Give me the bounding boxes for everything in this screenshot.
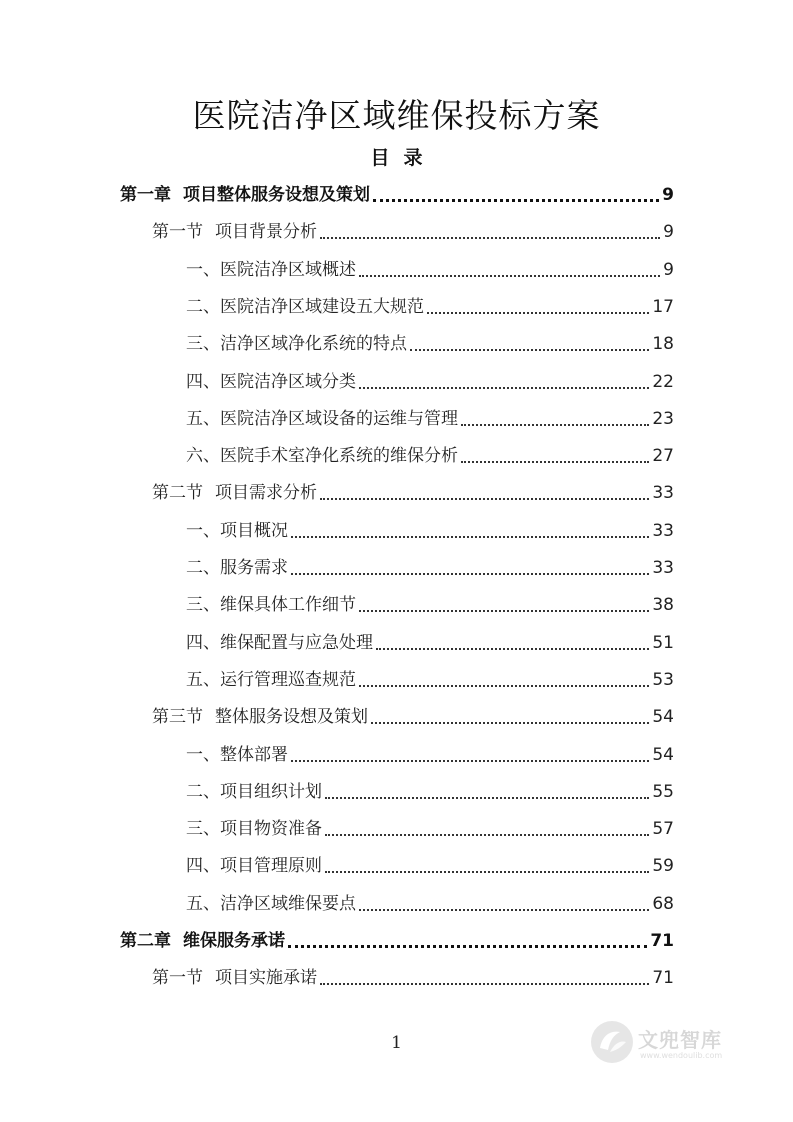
toc-entry-label <box>186 744 288 766</box>
toc-entry-page: 9 <box>663 259 674 280</box>
toc-entry-label <box>120 930 285 952</box>
toc-entry-number: 第一节 <box>152 968 203 989</box>
watermark-url: www.wendoulib.com <box>640 1051 723 1060</box>
toc-entry-page: 57 <box>652 819 674 840</box>
toc-entry-label <box>152 967 317 989</box>
toc-subsection-entry[interactable] <box>186 441 674 467</box>
toc-entry-number: 五、 <box>186 408 220 429</box>
toc-dot-leader <box>320 490 649 500</box>
toc-entry-label <box>186 781 322 803</box>
toc-entry-label <box>186 445 458 467</box>
page-number: 1 <box>391 1033 402 1053</box>
toc-subsection-entry[interactable] <box>186 367 674 393</box>
toc-dot-leader <box>461 416 649 426</box>
toc-subsection-entry[interactable] <box>186 404 674 430</box>
toc-entry-number: 五、 <box>186 893 220 914</box>
toc-entry-page: 33 <box>652 558 674 578</box>
toc-dot-leader <box>291 565 649 575</box>
toc-entry-text: 医院洁净区域概述 <box>220 259 356 280</box>
toc-entry-number: 四、 <box>186 371 220 392</box>
toc-entry-number: 第三节 <box>152 707 203 728</box>
toc-entry-label <box>186 557 288 579</box>
toc-dot-leader <box>325 826 649 836</box>
toc-entry-page: 68 <box>652 893 674 914</box>
toc-entry-page: 27 <box>652 446 674 467</box>
toc-entry-text: 项目实施承诺 <box>215 968 317 989</box>
toc-entry-page: 9 <box>663 222 674 243</box>
toc-entry-text: 服务需求 <box>220 558 288 578</box>
toc-heading-part2: 录 <box>403 147 423 169</box>
toc-section-entry[interactable] <box>152 217 674 243</box>
toc-entry-text: 医院手术室净化系统的维保分析 <box>220 446 458 467</box>
toc-dot-leader <box>359 379 649 389</box>
toc-entry-label <box>186 818 322 840</box>
toc-entry-page: 33 <box>652 520 674 541</box>
toc-chapter-entry[interactable] <box>120 180 674 206</box>
toc-entry-page: 18 <box>652 334 674 355</box>
toc-entry-text: 洁净区域维保要点 <box>220 893 356 914</box>
toc-entry-number: 四、 <box>186 856 220 877</box>
toc-entry-text: 医院洁净区域建设五大规范 <box>220 296 424 317</box>
toc-entry-text: 整体部署 <box>220 744 288 765</box>
toc-chapter-entry[interactable] <box>120 926 674 952</box>
toc-entry-text: 整体服务设想及策划 <box>215 707 368 728</box>
toc-entry-number: 一、 <box>186 744 220 765</box>
toc-entry-page: 9 <box>662 185 674 205</box>
toc-dot-leader <box>359 602 649 612</box>
toc-entry-number: 一、 <box>186 520 220 541</box>
toc-entry-text: 项目概况 <box>220 520 288 541</box>
toc-entry-page: 53 <box>652 669 674 690</box>
toc-entry-page: 17 <box>652 296 674 317</box>
toc-dot-leader <box>376 640 649 650</box>
toc-entry-page: 71 <box>652 968 674 989</box>
toc-entry-label <box>186 669 356 691</box>
toc-entry-text: 维保服务承诺 <box>183 931 285 951</box>
toc-subsection-entry[interactable] <box>186 255 674 281</box>
toc-entry-page: 54 <box>652 707 674 728</box>
toc-entry-number: 第二节 <box>152 483 203 504</box>
toc-entry-text: 维保具体工作细节 <box>220 595 356 616</box>
toc-entry-page: 59 <box>652 856 674 877</box>
toc-entry-page: 71 <box>650 931 674 951</box>
toc-dot-leader <box>359 901 649 911</box>
toc-entry-text: 项目需求分析 <box>215 483 317 504</box>
watermark <box>588 1018 758 1070</box>
toc-entry-number: 二、 <box>186 296 220 317</box>
toc-entry-label <box>186 259 356 281</box>
toc-entry-number: 六、 <box>186 446 220 467</box>
toc-subsection-entry[interactable] <box>186 628 674 654</box>
toc-entry-number: 第一章 <box>120 185 171 205</box>
toc-entry-text: 洁净区域净化系统的特点 <box>220 334 407 355</box>
toc-subsection-entry[interactable] <box>186 665 674 691</box>
toc-entry-number: 二、 <box>186 558 220 578</box>
watermark-logo-icon <box>588 1018 636 1066</box>
toc-subsection-entry[interactable] <box>186 516 674 542</box>
toc-subsection-entry[interactable] <box>186 590 674 616</box>
toc-heading-part1: 目 <box>370 147 390 169</box>
toc-subsection-entry[interactable] <box>186 329 674 355</box>
toc-dot-leader <box>291 752 649 762</box>
toc-entry-number: 五、 <box>186 669 220 690</box>
toc-section-entry[interactable] <box>152 702 674 728</box>
toc-entry-number: 四、 <box>186 632 220 653</box>
toc-entry-number: 三、 <box>186 819 220 840</box>
toc-dot-leader <box>320 975 649 985</box>
toc-subsection-entry[interactable] <box>186 292 674 318</box>
toc-subsection-entry[interactable] <box>186 740 674 766</box>
toc-entry-text: 项目管理原则 <box>220 856 322 877</box>
toc-dot-leader <box>427 304 649 314</box>
toc-entry-number: 第一节 <box>152 222 203 243</box>
toc-entry-text: 医院洁净区域设备的运维与管理 <box>220 408 458 429</box>
toc-subsection-entry[interactable] <box>186 889 674 915</box>
toc-entry-label <box>186 893 356 915</box>
toc-dot-leader <box>359 677 649 687</box>
toc-section-entry[interactable] <box>152 478 674 504</box>
toc-heading <box>0 143 793 170</box>
toc-subsection-entry[interactable] <box>186 851 674 877</box>
toc-subsection-entry[interactable] <box>186 814 674 840</box>
toc-entry-page: 55 <box>652 781 674 802</box>
toc-entry-label <box>152 706 368 728</box>
toc-entry-page: 23 <box>652 408 674 429</box>
toc-entry-text: 运行管理巡查规范 <box>220 669 356 690</box>
toc-entry-label <box>186 333 407 355</box>
toc-entry-text: 项目组织计划 <box>220 781 322 802</box>
toc-section-entry[interactable] <box>152 963 674 989</box>
toc-entry-text: 医院洁净区域分类 <box>220 371 356 392</box>
document-title: 医院洁净区域维保投标方案 <box>192 96 601 135</box>
toc-dot-leader <box>288 938 647 948</box>
toc-entry-label <box>152 482 317 504</box>
toc-entry-number: 三、 <box>186 595 220 616</box>
toc-entry-number: 第二章 <box>120 931 171 951</box>
toc-subsection-entry[interactable] <box>186 777 674 803</box>
toc-entry-label <box>186 408 458 430</box>
toc-entry-number: 二、 <box>186 781 220 802</box>
toc-entry-page: 54 <box>652 744 674 765</box>
toc-dot-leader <box>320 229 660 239</box>
toc-dot-leader <box>373 192 659 202</box>
toc-entry-label <box>186 371 356 393</box>
toc-entry-text: 维保配置与应急处理 <box>220 632 373 653</box>
toc-dot-leader <box>461 453 649 463</box>
toc-entry-text: 项目物资准备 <box>220 819 322 840</box>
toc-entry-page: 22 <box>652 371 674 392</box>
toc-entry-label <box>186 855 322 877</box>
toc-entry-label <box>186 594 356 616</box>
toc-subsection-entry[interactable] <box>186 553 674 579</box>
toc-entry-label <box>186 296 424 318</box>
toc-entry-label <box>186 520 288 542</box>
toc-entry-label <box>186 632 373 654</box>
toc-entry-number: 三、 <box>186 334 220 355</box>
toc-entry-label <box>120 184 370 206</box>
toc-dot-leader <box>410 341 649 351</box>
toc-dot-leader <box>325 789 649 799</box>
toc-entry-text: 项目背景分析 <box>215 222 317 243</box>
toc-entry-page: 51 <box>652 632 674 653</box>
toc-entry-label <box>152 221 317 243</box>
toc-dot-leader <box>325 863 649 873</box>
toc-dot-leader <box>291 528 649 538</box>
toc-entry-text: 项目整体服务设想及策划 <box>183 185 370 205</box>
watermark-brand: 文兜智库 <box>638 1028 722 1052</box>
toc-dot-leader <box>359 267 660 277</box>
toc-dot-leader <box>371 714 649 724</box>
toc-entry-number: 一、 <box>186 259 220 280</box>
toc-entry-page: 33 <box>652 483 674 504</box>
toc-entry-page: 38 <box>652 595 674 616</box>
